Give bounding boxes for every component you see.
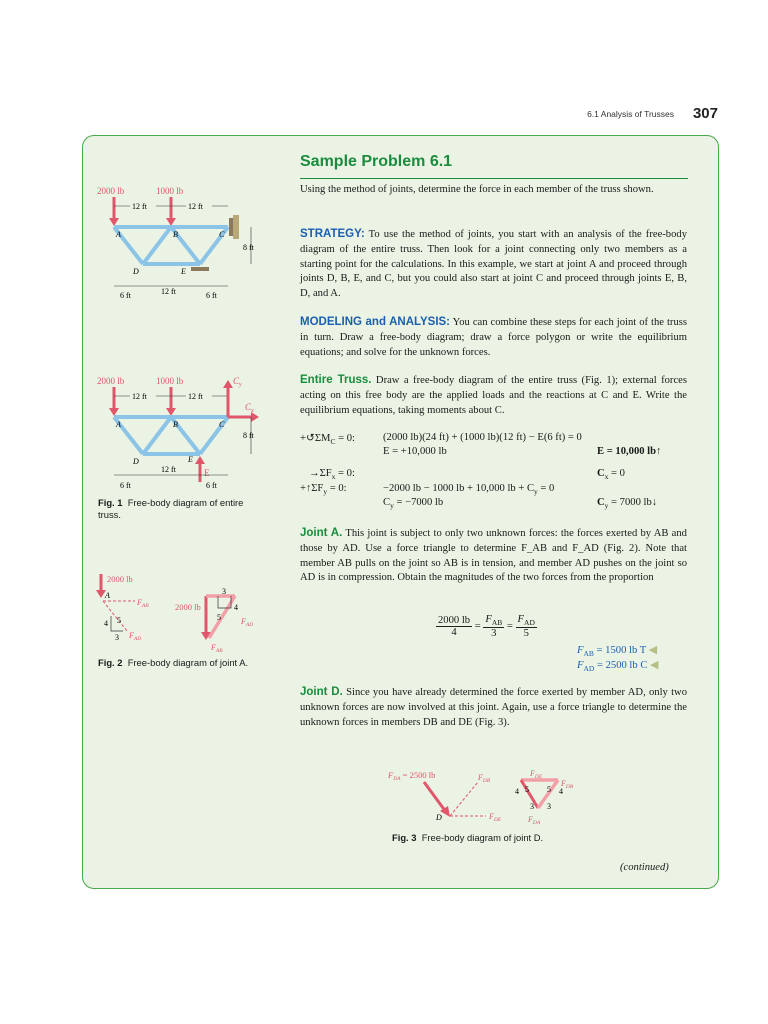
fig2-caption: Fig. 2 Free-body diagram of joint A.	[98, 657, 249, 668]
svg-text:B: B	[173, 230, 178, 239]
eq-fy-lhs: $+↑\Sigma F_y = 0$:	[300, 483, 347, 497]
svg-text:FDA = 2500 lb: $F_{DA} = 2500$ lb	[388, 770, 436, 782]
proportion-equation: $\frac{2000 lb}{4}$ = $\frac{F_{AB}}{3}$ = $\frac{F_{AD}}{5}$	[438, 614, 535, 640]
fig3-fda-vector	[424, 782, 446, 812]
svg-text:12 ft: 12 ft	[161, 465, 176, 474]
svg-text:2000 lb: 2000 lb	[107, 574, 133, 584]
truss-figure	[93, 182, 263, 310]
fraction-fad: $\frac{F_{AD}}{5}$	[517, 614, 535, 640]
svg-text:A: A	[116, 420, 121, 429]
eq-moment-solution: E = +10,000 lb	[383, 446, 447, 457]
svg-text:3: 3	[530, 802, 534, 811]
modeling-paragraph	[300, 315, 687, 360]
svg-text:E: E	[188, 455, 193, 464]
svg-text:2000 lb: 2000 lb	[175, 602, 201, 612]
fig1-fbd	[93, 372, 268, 497]
dim-bc: 12 ft	[188, 202, 203, 211]
svg-text:8 ft: 8 ft	[243, 431, 254, 440]
svg-text:B: B	[173, 420, 178, 429]
fig3-caption: Fig. 3 Free-body diagram of joint D.	[392, 832, 544, 843]
svg-text:C: C	[219, 420, 225, 429]
svg-text:FAB: $F_{AB}$	[137, 598, 149, 609]
svg-text:5: 5	[117, 616, 121, 625]
continued-label: (continued)	[620, 862, 669, 873]
pin-support	[229, 218, 233, 236]
joint-d-heading: Joint D.	[300, 686, 343, 698]
svg-text:6 ft: 6 ft	[206, 291, 217, 300]
eq-fx-lhs: $\to\Sigma F_x = 0$:	[309, 468, 355, 482]
intro-paragraph: Using the method of joints, determine the force in each member of the truss shown.	[300, 184, 654, 195]
svg-text:A: A	[116, 230, 121, 239]
svg-text:5: 5	[217, 613, 221, 622]
dim-height: 8 ft	[243, 243, 254, 252]
fig2-joint-a	[93, 568, 273, 658]
svg-text:12 ft: 12 ft	[132, 392, 147, 401]
svg-text:FDE: $F_{DE}$	[530, 769, 543, 780]
fig3-joint-d	[388, 764, 598, 834]
reaction-cx-label: $C_x$	[245, 402, 254, 414]
dim-ab: 12 ft	[132, 202, 147, 211]
fig1-caption: Fig. 1 Free-body diagram of entire truss.	[98, 497, 244, 520]
eq-fy-rhs: −2000 lb − 1000 lb + 10,000 lb + $C_y = 0$	[383, 483, 555, 497]
svg-text:A: A	[105, 591, 110, 600]
eq-moment-result: E = 10,000 lb↑	[597, 446, 662, 457]
svg-text:3: 3	[222, 587, 226, 596]
truss-members	[114, 227, 228, 264]
entire-truss-heading: Entire Truss.	[300, 374, 372, 386]
svg-text:6 ft: 6 ft	[120, 481, 131, 490]
modeling-text: You can combine these steps for each joint of the truss in turn. Draw a free-body diagram; draw a force polygon or write the equilibrium equations; and solve for the unknown forces.	[300, 317, 687, 358]
svg-text:4: 4	[104, 619, 108, 628]
section-title: 6.1 Analysis of Trusses	[587, 109, 674, 119]
svg-text:12 ft: 12 ft	[161, 287, 176, 296]
joint-a-text: This joint is subject to only two unknown forces: the forces exerted by AB and those by AD. Use a force triangle to determine F_AB and F_AD (Fig. 2). Note that member AB pulls on the joint so AB is in tension, and member AD pushes on the joint so AD is in compression. Obtain the magnitudes of the two forces from the proportion	[300, 528, 687, 584]
svg-text:D: D	[133, 457, 139, 466]
svg-text:6 ft: 6 ft	[120, 291, 131, 300]
reaction-e-label: E	[204, 468, 210, 478]
running-head	[560, 106, 720, 126]
svg-text:D: D	[133, 267, 139, 276]
svg-text:4: 4	[515, 787, 519, 796]
svg-text:FDB: $F_{DB}$	[561, 779, 574, 790]
answer-fad: $F_{AD} = 2500$ lb C ◀	[577, 659, 659, 674]
svg-text:6 ft: 6 ft	[206, 481, 217, 490]
load-a-arrowhead	[109, 218, 119, 226]
svg-text:FDB: $F_{DB}$	[478, 773, 491, 784]
svg-text:C: C	[219, 230, 225, 239]
load-b-arrowhead	[166, 218, 176, 226]
answer-marker-icon: ◀	[648, 644, 658, 656]
svg-text:5: 5	[547, 785, 551, 794]
eq-fx-result: $C_x = 0$	[597, 468, 625, 482]
svg-text:3: 3	[547, 802, 551, 811]
eq-moment-rhs: (2000 lb)(24 ft) + (1000 lb)(12 ft) − E(6 ft) = 0	[383, 432, 582, 443]
fraction-fab: $\frac{F_{AB}}{3}$	[485, 614, 503, 640]
svg-text:4: 4	[559, 787, 563, 796]
reaction-cy-label: $C_y$	[233, 376, 242, 388]
eq-moment-lhs: $+↺\Sigma M_C = 0$:	[300, 433, 355, 447]
entire-truss-paragraph	[300, 373, 687, 418]
svg-text:3: 3	[115, 633, 119, 642]
modeling-heading: MODELING and ANALYSIS:	[300, 316, 451, 328]
svg-text:1000 lb: 1000 lb	[156, 376, 184, 386]
fraction-load: $\frac{2000 lb}{4}$	[438, 615, 471, 639]
svg-text:FAB: $F_{AB}$	[211, 643, 223, 654]
svg-text:FDA: $F_{DA}$	[528, 815, 541, 826]
sample-problem-panel	[82, 135, 719, 889]
svg-text:5: 5	[525, 785, 529, 794]
svg-text:FAD: $F_{AD}$	[129, 631, 142, 642]
svg-text:2000 lb: 2000 lb	[97, 376, 125, 386]
svg-text:D: D	[436, 813, 442, 822]
svg-text:FAD: $F_{AD}$	[241, 617, 254, 628]
eq-fy-solution: $C_y = -7000$ lb	[383, 497, 444, 511]
svg-text:FDE: $F_{DE}$	[489, 812, 502, 823]
svg-text:4: 4	[234, 603, 238, 612]
strategy-text: To use the method of joints, you start with an analysis of the free-body diagram of the entire truss. Then look for a joint connecting only two members as a starting point for the calculations. In this example, we start at joint A and proceed through joints D, B, E, and C, but you could also start at joint C and proceed through joints E, B, D, and A.	[300, 229, 687, 300]
joint-d-text: Since you have already determined the force exerted by member AD, only two unknown forces are now involved at this joint. Again, use a force triangle to determine the unknown forces in members DB and DE (Fig. 3).	[300, 687, 688, 728]
strategy-paragraph	[300, 227, 687, 302]
entire-truss-text: Draw a free-body diagram of the entire truss (Fig. 1); external forces acting on this free body are the applied loads and the reactions at C and E. Write the equilibrium equations, taking moments about C.	[300, 375, 687, 416]
answer-marker-icon: ◀	[650, 659, 659, 671]
problem-title: Sample Problem 6.1	[300, 153, 453, 170]
title-rule	[300, 178, 688, 179]
load-b-label: 1000 lb	[156, 186, 184, 196]
page-number: 307	[692, 105, 718, 122]
answer-fab: $F_{AB} = 1500$ lb T ◀	[577, 644, 658, 659]
svg-text:12 ft: 12 ft	[188, 392, 203, 401]
strategy-heading: STRATEGY:	[300, 228, 365, 240]
load-a-label: 2000 lb	[97, 186, 125, 196]
svg-text:E: E	[181, 267, 186, 276]
joint-a-paragraph	[300, 526, 687, 586]
roller-support	[191, 267, 209, 271]
joint-a-heading: Joint A.	[300, 527, 343, 539]
eq-fy-result: $C_y = 7000$ lb↓	[597, 497, 658, 511]
joint-d-paragraph	[300, 685, 687, 730]
